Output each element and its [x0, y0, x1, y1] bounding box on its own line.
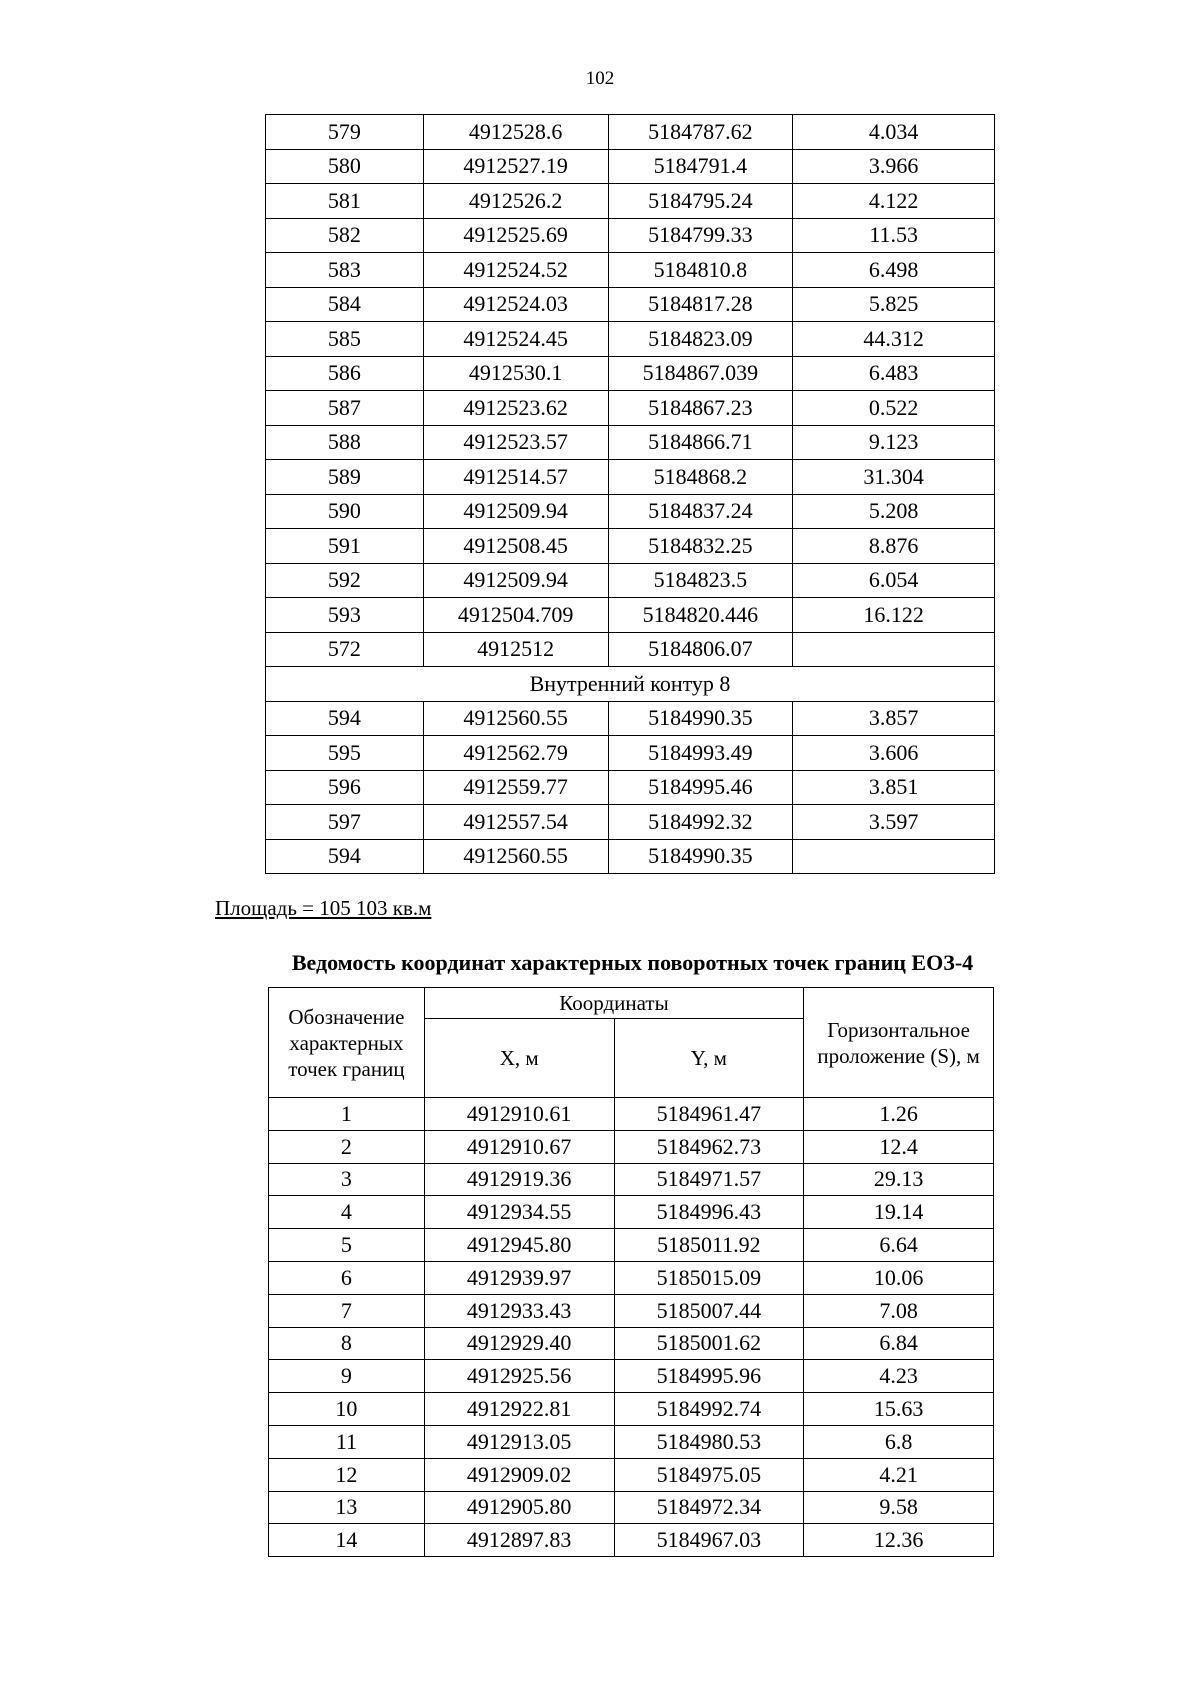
x-cell: 4912934.55: [424, 1196, 614, 1229]
point-cell: 10: [269, 1393, 425, 1426]
y-cell: 5184992.32: [608, 805, 793, 840]
x-cell: 4912514.57: [423, 460, 608, 495]
y-cell: 5184961.47: [614, 1098, 804, 1131]
distance-cell: [793, 632, 995, 667]
table-row: [266, 115, 995, 150]
coordinates-table-continued: [265, 114, 995, 874]
x-cell: 4912910.61: [424, 1098, 614, 1131]
y-cell: 5185011.92: [614, 1229, 804, 1262]
point-cell: 595: [266, 736, 424, 771]
point-cell: 6: [269, 1261, 425, 1294]
distance-cell: 4.23: [804, 1360, 994, 1393]
y-cell: 5184868.2: [608, 460, 793, 495]
x-cell: 4912910.67: [424, 1130, 614, 1163]
y-cell: 5184992.74: [614, 1393, 804, 1426]
table-row: [269, 1360, 994, 1393]
point-cell: 591: [266, 529, 424, 564]
distance-cell: 9.123: [793, 425, 995, 460]
point-cell: 594: [266, 839, 424, 874]
point-cell: 597: [266, 805, 424, 840]
page-number: 102: [585, 68, 615, 89]
table-row: [269, 1261, 994, 1294]
x-cell: 4912508.45: [423, 529, 608, 564]
table-row: [266, 701, 995, 736]
distance-cell: 15.63: [804, 1393, 994, 1426]
table-row: [269, 1524, 994, 1557]
distance-cell: [793, 839, 995, 874]
table-row: [269, 1196, 994, 1229]
point-cell: 13: [269, 1491, 425, 1524]
y-cell: 5184795.24: [608, 184, 793, 219]
table-row: [266, 598, 995, 633]
y-cell: 5184962.73: [614, 1130, 804, 1163]
table-row: [266, 391, 995, 426]
table-row: [266, 425, 995, 460]
x-cell: 4912562.79: [423, 736, 608, 771]
x-cell: 4912909.02: [424, 1458, 614, 1491]
table-row: [269, 1163, 994, 1196]
x-cell: 4912919.36: [424, 1163, 614, 1196]
table-row: [269, 1393, 994, 1426]
x-cell: 4912929.40: [424, 1327, 614, 1360]
table2-header: [269, 988, 994, 1098]
distance-cell: 0.522: [793, 391, 995, 426]
point-cell: 584: [266, 287, 424, 322]
y-cell: 5184990.35: [608, 839, 793, 874]
x-cell: 4912523.57: [423, 425, 608, 460]
x-cell: 4912905.80: [424, 1491, 614, 1524]
x-cell: 4912897.83: [424, 1524, 614, 1557]
point-cell: 2: [269, 1130, 425, 1163]
table-row: [266, 529, 995, 564]
point-cell: 12: [269, 1458, 425, 1491]
y-cell: 5184832.25: [608, 529, 793, 564]
table-row: [269, 1425, 994, 1458]
point-cell: 583: [266, 253, 424, 288]
table-row: [269, 1130, 994, 1163]
x-cell: 4912504.709: [423, 598, 608, 633]
table-row: [266, 805, 995, 840]
eoz4-coordinates-table: [268, 987, 994, 1557]
x-cell: 4912557.54: [423, 805, 608, 840]
distance-cell: 3.966: [793, 149, 995, 184]
distance-cell: 6.8: [804, 1425, 994, 1458]
distance-cell: 5.208: [793, 494, 995, 529]
point-cell: 585: [266, 322, 424, 357]
point-cell: 1: [269, 1098, 425, 1131]
y-cell: 5184791.4: [608, 149, 793, 184]
y-cell: 5184866.71: [608, 425, 793, 460]
point-cell: 590: [266, 494, 424, 529]
y-cell: 5184967.03: [614, 1524, 804, 1557]
x-cell: 4912524.03: [423, 287, 608, 322]
point-cell: 582: [266, 218, 424, 253]
table-row: [269, 1458, 994, 1491]
point-cell: 586: [266, 356, 424, 391]
y-cell: 5185015.09: [614, 1261, 804, 1294]
section-title: Ведомость координат характерных поворотных точек границ ЕОЗ-4: [291, 950, 974, 975]
y-cell: 5184995.96: [614, 1360, 804, 1393]
y-cell: 5185007.44: [614, 1294, 804, 1327]
point-cell: 11: [269, 1425, 425, 1458]
distance-cell: 31.304: [793, 460, 995, 495]
distance-cell: 4.034: [793, 115, 995, 150]
point-cell: 593: [266, 598, 424, 633]
table-row: [266, 839, 995, 874]
table-row: [266, 770, 995, 805]
x-cell: 4912528.6: [423, 115, 608, 150]
point-cell: 3: [269, 1163, 425, 1196]
distance-cell: 6.054: [793, 563, 995, 598]
header-y: Y, м: [614, 1019, 804, 1098]
x-cell: 4912922.81: [424, 1393, 614, 1426]
header-point: Обозначение характерных точек границ: [269, 988, 425, 1098]
x-cell: 4912523.62: [423, 391, 608, 426]
point-cell: 580: [266, 149, 424, 184]
y-cell: 5184980.53: [614, 1425, 804, 1458]
table-row: [269, 1098, 994, 1131]
x-cell: 4912509.94: [423, 563, 608, 598]
x-cell: 4912933.43: [424, 1294, 614, 1327]
distance-cell: 11.53: [793, 218, 995, 253]
header-distance: Горизонтальное проложение (S), м: [804, 988, 994, 1098]
x-cell: 4912524.45: [423, 322, 608, 357]
distance-cell: 6.498: [793, 253, 995, 288]
x-cell: 4912913.05: [424, 1425, 614, 1458]
x-cell: 4912512: [423, 632, 608, 667]
y-cell: 5184971.57: [614, 1163, 804, 1196]
y-cell: 5184867.23: [608, 391, 793, 426]
distance-cell: 10.06: [804, 1261, 994, 1294]
table-row: [266, 494, 995, 529]
distance-cell: 6.84: [804, 1327, 994, 1360]
table-row: [269, 1294, 994, 1327]
header-coordinates: Координаты: [424, 988, 803, 1019]
area-note: Площадь = 105 103 кв.м: [215, 896, 432, 920]
distance-cell: 44.312: [793, 322, 995, 357]
x-cell: 4912939.97: [424, 1261, 614, 1294]
x-cell: 4912560.55: [423, 701, 608, 736]
point-cell: 5: [269, 1229, 425, 1262]
y-cell: 5184990.35: [608, 701, 793, 736]
y-cell: 5184806.07: [608, 632, 793, 667]
y-cell: 5184810.8: [608, 253, 793, 288]
point-cell: 596: [266, 770, 424, 805]
point-cell: 592: [266, 563, 424, 598]
table2-body: [269, 1098, 994, 1557]
table-row: [266, 632, 995, 667]
point-cell: 8: [269, 1327, 425, 1360]
table-row: [266, 322, 995, 357]
point-cell: 7: [269, 1294, 425, 1327]
distance-cell: 3.851: [793, 770, 995, 805]
y-cell: 5184820.446: [608, 598, 793, 633]
table-row: [266, 563, 995, 598]
distance-cell: 12.4: [804, 1130, 994, 1163]
table-row: [266, 218, 995, 253]
distance-cell: 4.122: [793, 184, 995, 219]
table1-section: [266, 667, 995, 702]
header-x: X, м: [424, 1019, 614, 1098]
distance-cell: 29.13: [804, 1163, 994, 1196]
table-row: [266, 460, 995, 495]
y-cell: 5184799.33: [608, 218, 793, 253]
table1-body-after: [266, 701, 995, 874]
y-cell: 5184823.5: [608, 563, 793, 598]
table-row: [266, 287, 995, 322]
point-cell: 14: [269, 1524, 425, 1557]
distance-cell: 16.122: [793, 598, 995, 633]
point-cell: 589: [266, 460, 424, 495]
point-cell: 594: [266, 701, 424, 736]
table-row: [266, 736, 995, 771]
table1-body-before: [266, 115, 995, 667]
distance-cell: 6.64: [804, 1229, 994, 1262]
x-cell: 4912527.19: [423, 149, 608, 184]
section-row: [266, 667, 995, 702]
table-row: [266, 253, 995, 288]
distance-cell: 19.14: [804, 1196, 994, 1229]
point-cell: 588: [266, 425, 424, 460]
distance-cell: 5.825: [793, 287, 995, 322]
table-row: [266, 356, 995, 391]
point-cell: 581: [266, 184, 424, 219]
y-cell: 5184996.43: [614, 1196, 804, 1229]
table-row: [266, 149, 995, 184]
distance-cell: 6.483: [793, 356, 995, 391]
y-cell: 5184867.039: [608, 356, 793, 391]
y-cell: 5184975.05: [614, 1458, 804, 1491]
x-cell: 4912524.52: [423, 253, 608, 288]
y-cell: 5184837.24: [608, 494, 793, 529]
distance-cell: 7.08: [804, 1294, 994, 1327]
point-cell: 587: [266, 391, 424, 426]
point-cell: 572: [266, 632, 424, 667]
distance-cell: 3.857: [793, 701, 995, 736]
distance-cell: 8.876: [793, 529, 995, 564]
y-cell: 5184995.46: [608, 770, 793, 805]
distance-cell: 3.606: [793, 736, 995, 771]
x-cell: 4912509.94: [423, 494, 608, 529]
x-cell: 4912925.56: [424, 1360, 614, 1393]
y-cell: 5184972.34: [614, 1491, 804, 1524]
table-row: [269, 1229, 994, 1262]
point-cell: 579: [266, 115, 424, 150]
x-cell: 4912530.1: [423, 356, 608, 391]
x-cell: 4912560.55: [423, 839, 608, 874]
y-cell: 5184993.49: [608, 736, 793, 771]
y-cell: 5184823.09: [608, 322, 793, 357]
distance-cell: 9.58: [804, 1491, 994, 1524]
x-cell: 4912525.69: [423, 218, 608, 253]
distance-cell: 12.36: [804, 1524, 994, 1557]
distance-cell: 1.26: [804, 1098, 994, 1131]
table-row: [269, 1327, 994, 1360]
table-row: [269, 1491, 994, 1524]
point-cell: 9: [269, 1360, 425, 1393]
x-cell: 4912559.77: [423, 770, 608, 805]
y-cell: 5184817.28: [608, 287, 793, 322]
y-cell: 5184787.62: [608, 115, 793, 150]
table-row: [266, 184, 995, 219]
distance-cell: 4.21: [804, 1458, 994, 1491]
x-cell: 4912945.80: [424, 1229, 614, 1262]
x-cell: 4912526.2: [423, 184, 608, 219]
distance-cell: 3.597: [793, 805, 995, 840]
y-cell: 5185001.62: [614, 1327, 804, 1360]
section-label: Внутренний контур 8: [266, 667, 995, 702]
point-cell: 4: [269, 1196, 425, 1229]
